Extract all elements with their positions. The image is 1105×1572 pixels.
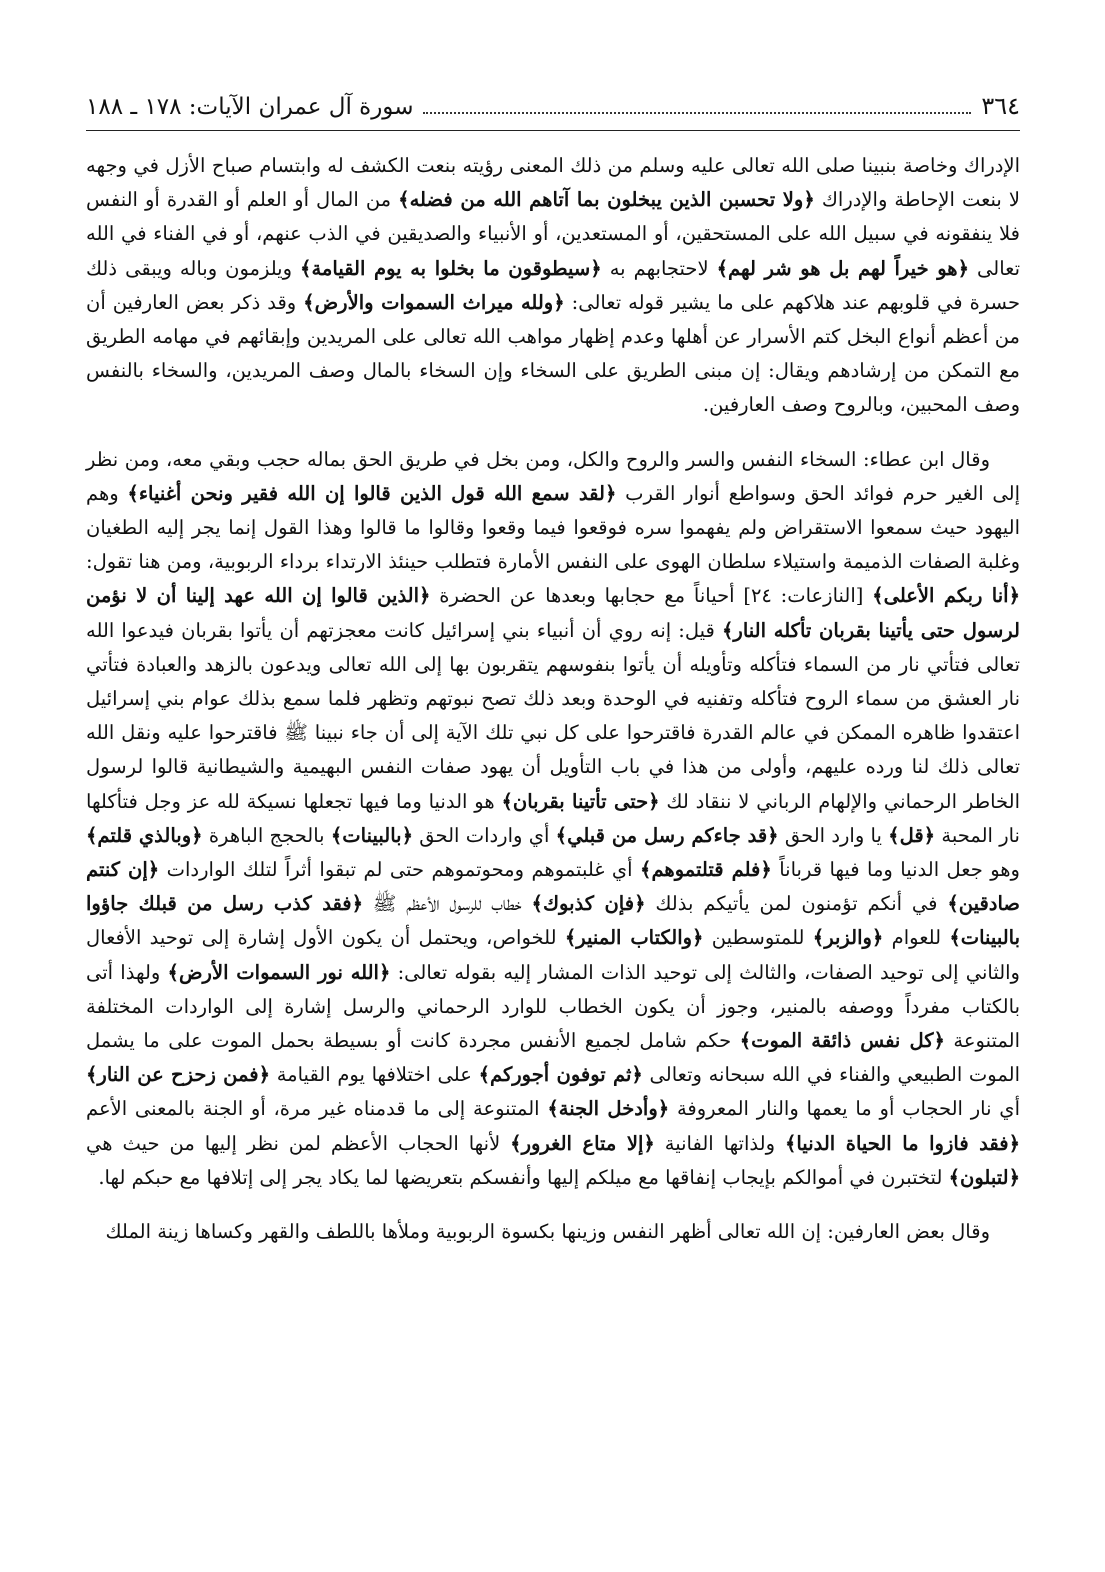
paragraph-1 <box>86 149 1020 423</box>
verse-quote: ﴿الله نور السموات الأرض﴾ <box>167 960 391 984</box>
verse-quote: ﴿لقد سمع الله قول الذين قالوا إن الله فقير ونحن أغنياء﴾ <box>127 481 617 505</box>
verse-quote: ﴿ولا تحسبن الذين يبخلون بما آتاهم الله من فضله﴾ <box>398 188 815 212</box>
commentary-text: وهو جعل الدنيا وما فيها قرباناً <box>771 858 1020 882</box>
commentary-text: من المال أو العلم أو القدرة أو النفس فلا ينفقونه في سبيل الله على المستحقين، أو المستعدين، أو الأنبياء والصديقين في الذب عنهم، أو في الفناء في الله تعالى <box>86 188 1020 280</box>
commentary-text: ولهذا أتى بالكتاب مفرداً ووصفه بالمنير، وجوز أن يكون الخطاب للوارد الرحماني والرسل إشارة إلى الواردات المختلفة المتنوعة <box>86 960 1020 1053</box>
verse-quote: ﴿والكتاب المنير﴾ <box>564 926 704 950</box>
page-number: ٣٦٤ <box>981 92 1020 120</box>
verse-quote: ﴿ثم توفون أجوركم﴾ <box>478 1063 643 1087</box>
commentary-text: يا وارد الحق <box>778 823 889 847</box>
verse-quote: ﴿إلا متاع الغرور﴾ <box>510 1131 655 1155</box>
running-header <box>86 92 1020 131</box>
paragraph-gap <box>86 423 1020 443</box>
commentary-text: الإدراك وخاصة بنبينا صلى الله تعالى عليه وسلم من ذلك المعنى رؤيته بنعت الكشف له وابتسام صباح الأزل في وجهه لا بنعت الإحاطة والإدراك <box>86 154 1021 212</box>
verse-quote: ﴿حتى تأتينا بقربان﴾ <box>501 789 660 813</box>
commentary-text: وقال بعض العارفين: إن الله تعالى أظهر النفس وزينها بكسوة الربوبية وملأها باللطف والقهر وكساها زينة الملك <box>105 1220 990 1244</box>
verse-quote: ﴿سيطوقون ما بخلوا به يوم القيامة﴾ <box>300 256 602 280</box>
commentary-text: المتنوعة إلى ما قدمناه غير مرة، أو الجنة بالمعنى الأعم <box>86 1097 548 1121</box>
commentary-text: وهم اليهود حيث سمعوا الاستقراض ولم يفهموا سره فوقعوا فيما وقعوا وقالوا ما قالوا وهذا القول إنما يجر إليه الطغيان وغلبة الصفات الذميمة واستيلاء سلطان الهوى على النفس الأمارة فتطلب حينئذ الارتداء برداء الربوبية، ومن هنا تقول: <box>86 481 1020 574</box>
verse-quote: ﴿لتبلون﴾ <box>948 1165 1020 1189</box>
commentary-text: أي نار الحجاب أو ما يعمها والنار المعروفة <box>669 1097 1020 1121</box>
commentary-text: ولذاتها الفانية <box>654 1131 785 1155</box>
commentary-text: أي غلبتموهم ومحوتموهم حتى لم تبقوا أثراً لتلك الواردات <box>159 858 641 882</box>
commentary-text: حكم شامل لجميع الأنفس مجردة كانت أو بسيطة بحمل الموت على ما يشمل الموت الطبيعي والفناء في الله سبحانه وتعالى <box>86 1029 1020 1087</box>
paragraph-2 <box>86 443 1020 1195</box>
commentary-text: وقد ذكر بعض العارفين أن من أعظم أنواع البخل كتم الأسرار عن أهلها وعدم إظهار مواهب الله تعالى على المريدين وإبقائهم في مهامه الطريق مع التمكن من إرشادهم ويقال: إن مبنى الطريق على السخاء وإن السخاء بالمال وصف المريدين، والسخاء بالنفس وصف المحبين، وبالروح وصف العارفين. <box>86 290 1020 417</box>
header-title: سورة آل عمران الآيات: ١٧٨ ـ ١٨٨ <box>86 94 414 120</box>
commentary-text: للخواص، ويحتمل أن يكون الأول إشارة إلى توحيد الأفعال والثاني إلى توحيد الصفات، والثالث إلى توحيد الذات المشار إليه بقوله تعالى: <box>86 926 1020 984</box>
commentary-text: خطاب للرسول الأعظم ﷺ <box>363 892 532 916</box>
commentary-text: للعوام <box>883 926 950 950</box>
verse-quote: ﴿الذين قالوا إن الله عهد إلينا أن لا نؤمن لرسول حتى يأتينا بقربان تأكله النار﴾ <box>86 584 1020 642</box>
commentary-text: أي واردات الحق <box>413 823 556 847</box>
verse-quote: ﴿فقد كذب رسل من قبلك جاؤوا بالبينات﴾ <box>86 892 1021 950</box>
verse-quote: ﴿وبالذي قلتم﴾ <box>86 823 203 847</box>
commentary-text: للمتوسطين <box>703 926 813 950</box>
commentary-text: بالحجج الباهرة <box>202 823 331 847</box>
commentary-text: قيل: إنه روي أن أنبياء بني إسرائيل كانت معجزتهم أن يأتوا بقربان فيدعوا الله تعالى فتأتي نار من السماء فتأكله وتأويله أن يأتوا بنفوسهم يتقربون بها إلى الله تعالى ويدعون بالزهد والعبادة فتأتي نار العشق من سماء الروح فتأكله وتفنيه في الوحدة وبعد ذلك تصح نبوتهم وتظهر فلما سمع بذلك عوام بني إسرائيل اعتقدوا ظاهره الممكن في عالم القدرة فاقترحوا على كل نبي تلك الآية إلى أن جاء نبينا ﷺ فاقترحوا عليه ونقل الله تعالى ذلك لنا ورده عليهم، وأولى من هذا في باب التأويل أن يهود صفات النفس البهيمية والشيطانية قالوا لرسول الخاطر الرحماني والإلهام الرباني لا ننقاد لك <box>86 618 1020 813</box>
paragraph-3 <box>86 1215 1020 1249</box>
verse-quote: ﴿أنا ربكم الأعلى﴾ <box>872 584 1020 608</box>
verse-quote: ﴿إن كنتم صادقين﴾ <box>86 858 1020 916</box>
commentary-text: هو الدنيا وما فيها تجعلها نسيكة لله عز وجل فتأكلها نار المحبة <box>86 789 1020 847</box>
commentary-text: على اختلافها يوم القيامة <box>270 1063 479 1087</box>
verse-quote: ﴿ولله ميراث السموات والأرض﴾ <box>303 290 565 314</box>
verse-quote: ﴿بالبينات﴾ <box>330 823 413 847</box>
verse-quote: ﴿والزبر﴾ <box>812 926 884 950</box>
verse-quote: ﴿فإن كذبوك﴾ <box>531 892 646 916</box>
verse-quote: ﴿قل﴾ <box>888 823 936 847</box>
verse-quote: ﴿فلم قتلتموهم﴾ <box>640 858 772 882</box>
commentary-text: ويلزمون وباله ويبقى ذلك حسرة في قلوبهم عند هلاكهم على ما يشير قوله تعالى: <box>86 256 1020 314</box>
body-text <box>86 149 1020 1249</box>
verse-quote: ﴿قد جاءكم رسل من قبلي﴾ <box>555 823 779 847</box>
verse-quote: ﴿فمن زحزح عن النار﴾ <box>86 1063 271 1087</box>
commentary-text: لاحتجابهم به <box>601 256 717 280</box>
commentary-text: لأنها الحجاب الأعظم لمن نظر إليها من حيث هي <box>86 1131 511 1155</box>
commentary-text: في أنكم تؤمنون لمن يأتيكم بذلك <box>645 892 948 916</box>
verse-quote: ﴿هو خيراً لهم بل هو شر لهم﴾ <box>716 256 970 280</box>
verse-quote: ﴿وأدخل الجنة﴾ <box>547 1097 670 1121</box>
paragraph-gap <box>86 1195 1020 1215</box>
header-dot-leader <box>423 112 971 114</box>
verse-quote: ﴿فقد فازوا ما الحياة الدنيا﴾ <box>784 1131 1021 1155</box>
page <box>86 92 1020 1249</box>
commentary-text: [النازعات: ٢٤] أحياناً مع حجابها وبعدها عن الحضرة <box>430 584 873 608</box>
commentary-text: وقال ابن عطاء: السخاء النفس والسر والروح والكل، ومن بخل في طريق الحق بماله حجب وبقي معه، ومن نظر إلى الغير حرم فوائد الحق وسواطع أنوار القرب <box>86 447 1020 505</box>
verse-quote: ﴿كل نفس ذائقة الموت﴾ <box>739 1029 945 1053</box>
commentary-text: لتختبرن في أموالكم بإيجاب إنفاقها مع ميلكم إليها وأنفسكم بتعريضها لما يكاد يجر إلى إتلافها مع حبكم لها. <box>98 1165 949 1189</box>
